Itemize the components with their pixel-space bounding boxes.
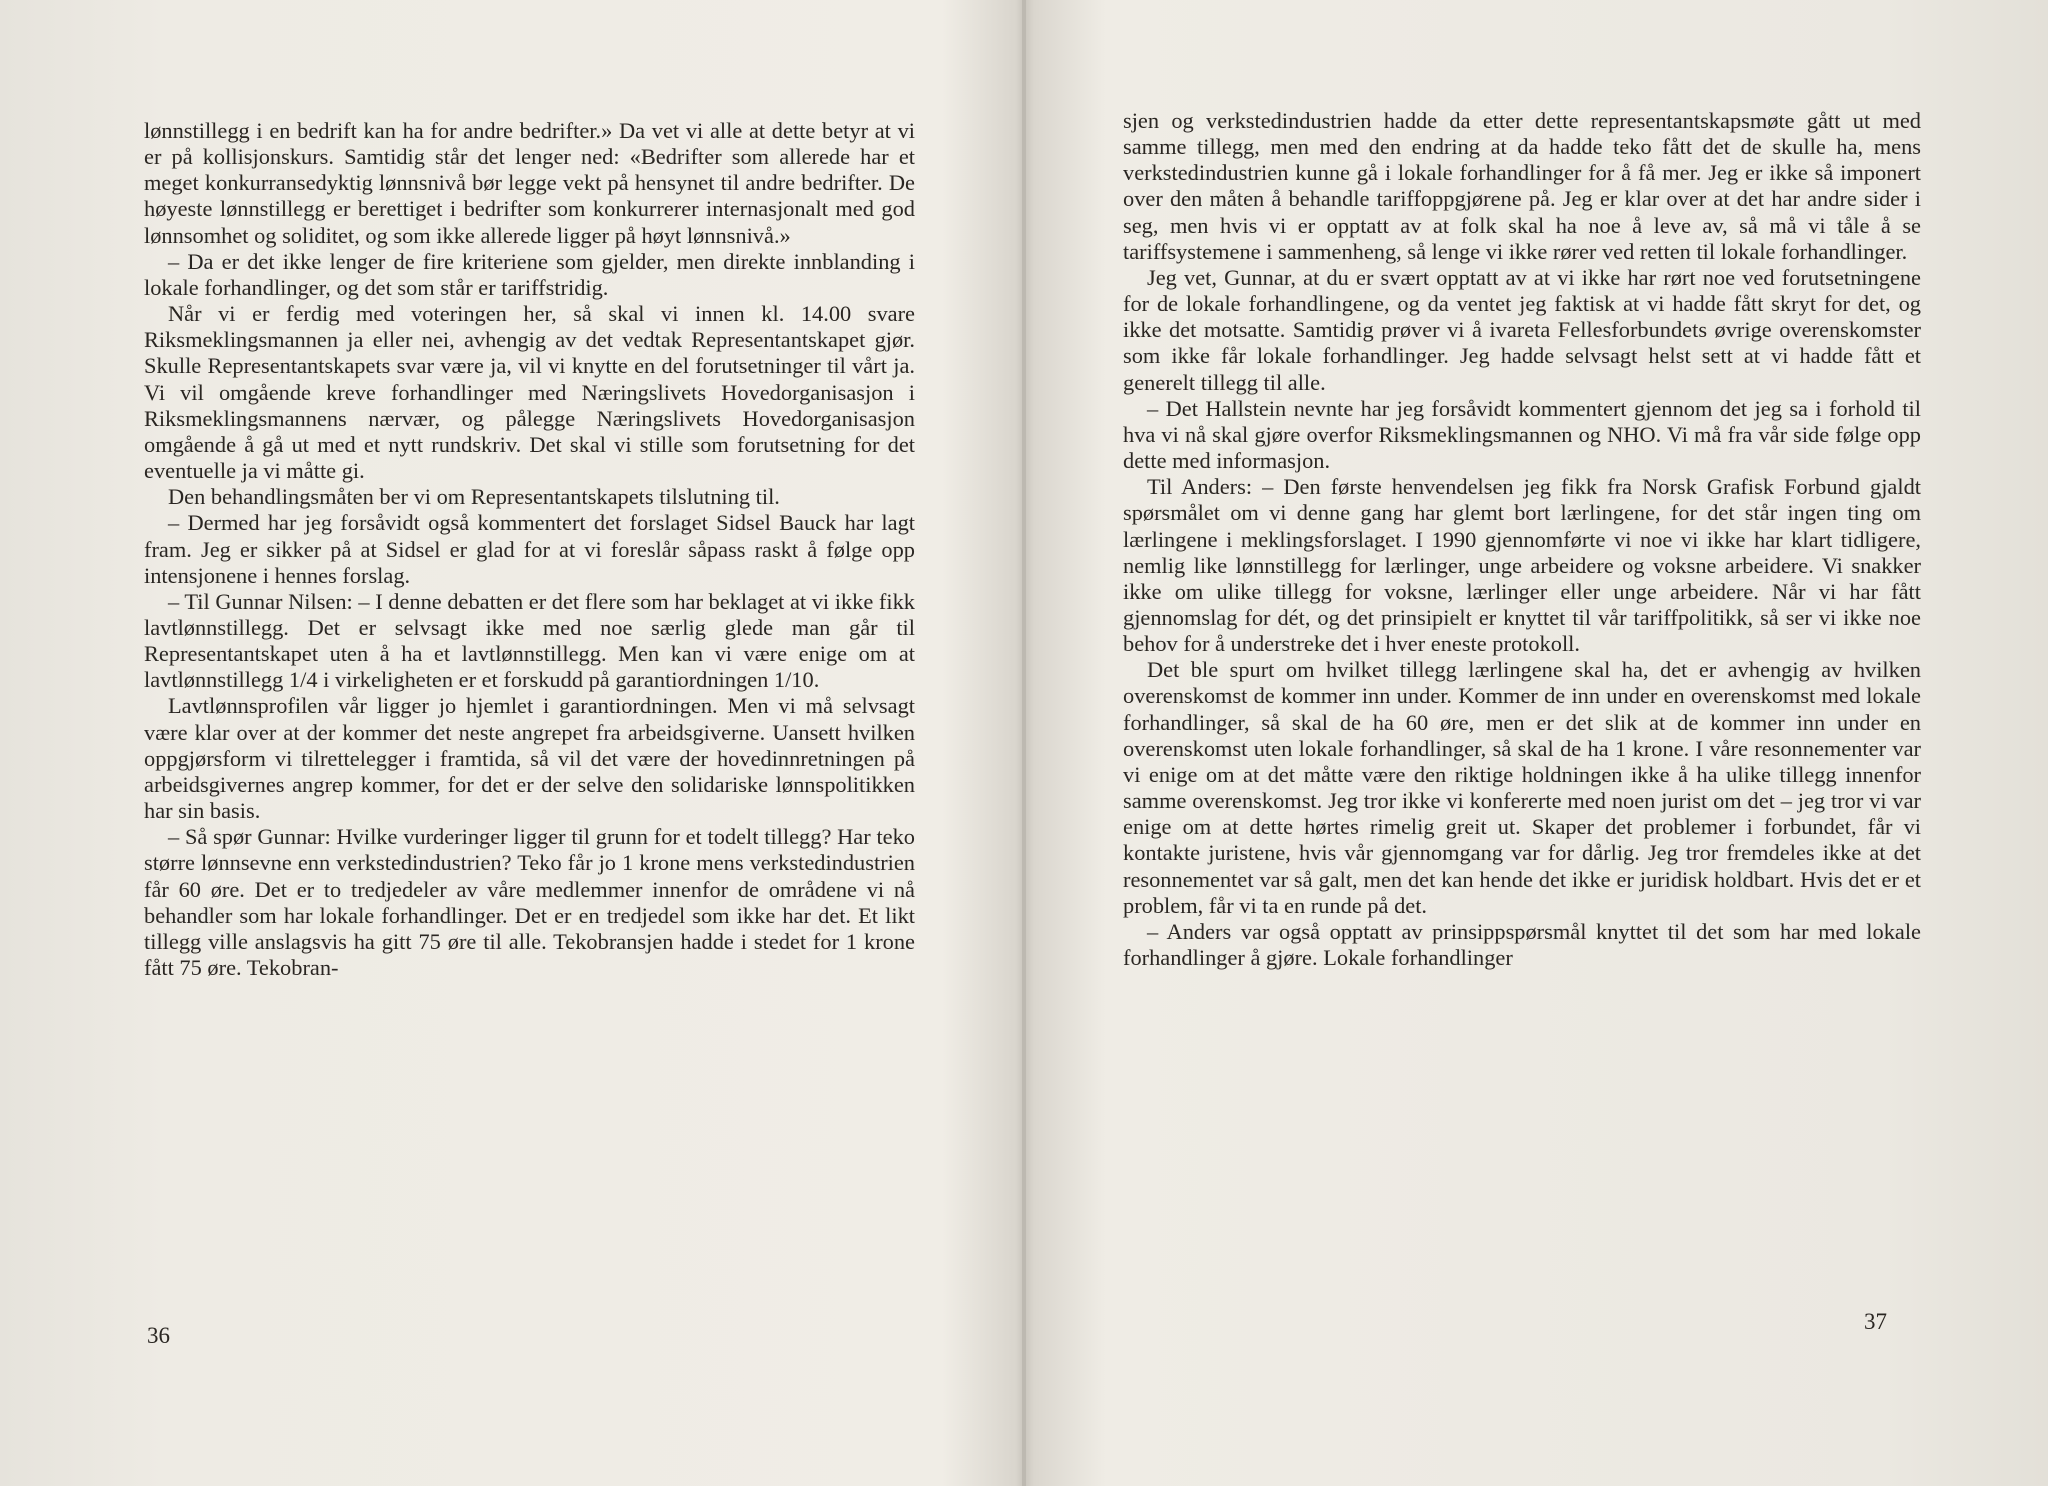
paragraph: lønnstillegg i en bedrift kan ha for andre bedrifter.» Da vet vi alle at dette betyr at vi er på kollisjonskurs. Samtidig står det lenger ned: «Bedrifter som allerede har et meget konkurransedyktig lønnsnivå bør legge vekt på hensynet til andre bedrifter. De høyeste lønnstillegg er berettiget i bedrifter som konkurrerer internasjonalt med god lønnsomhet og soliditet, og som ikke allerede ligger på høyt lønnsnivå.» bbox=[144, 118, 915, 248]
paragraph: – Dermed har jeg forsåvidt også kommentert det forslaget Sidsel Bauck har lagt fram. Jeg er sikker på at Sidsel er glad for at vi foreslår såpass raskt å følge opp intensjonene i hennes forslag. bbox=[144, 510, 915, 588]
right-page bbox=[1025, 0, 2048, 1486]
paragraph: Til Anders: – Den første henvendelsen jeg fikk fra Norsk Grafisk Forbund gjaldt spørsmålet om vi denne gang har glemt bort lærlingene, for det står ingen ting om lærlingene i meklingsforslaget. I 1990 gjennomførte vi noe vi ikke har klart tidligere, nemlig like lønnstillegg for lærlinger, unge arbeidere og voksne arbeidere. Vi snakker ikke om ulike tillegg for voksne, lærlinger eller unge arbeidere. Når vi har fått gjennomslag for dét, og det prinsipielt er knyttet til vår tariffpolitikk, så ser vi ikke noe behov for å understreke det i hver eneste protokoll. bbox=[1123, 474, 1921, 657]
paragraph: Den behandlingsmåten ber vi om Representantskapets tilslutning til. bbox=[168, 484, 780, 510]
page-number: 36 bbox=[147, 1323, 170, 1348]
page-number: 37 bbox=[1864, 1309, 1887, 1334]
paragraph: – Da er det ikke lenger de fire kriteriene som gjelder, men direkte innblanding i lokale forhandlinger, og det som står er tariffstridig. bbox=[144, 248, 915, 300]
right-page-text bbox=[1123, 108, 1921, 971]
paragraph: – Det Hallstein nevnte har jeg forsåvidt kommentert gjennom det jeg sa i forhold til hva vi nå skal gjøre overfor Riksmeklingsmannen og NHO. Vi må fra vår side følge opp dette med informasjon. bbox=[1123, 395, 1921, 474]
paragraph: Lavtlønnsprofilen vår ligger jo hjemlet i garantiordningen. Men vi må selvsagt være klar over at der kommer det neste angrepet fra arbeidsgiverne. Uansett hvilken oppgjørsform vi tilrettelegger i framtida, så vil det være der hovedinnretningen på arbeidsgivernes angrep kommer, for det er der selve den solidariske lønnspolitikken har sin basis. bbox=[144, 693, 915, 824]
paragraph: sjen og verkstedindustrien hadde da etter dette representantskapsmøte gått ut med samme tillegg, men med den endring at da hadde teko fått det de skulle ha, mens verkstedindustrien kunne gå i lokale forhandlinger for å få mer. Jeg er ikke så imponert over den måten å behandle tariffoppgjørene på. Jeg er klar over at det har andre sider i seg, men hvis vi er opptatt av at folk skal ha noe å leve av, så må vi tåle å se tariffsystemene i sammenheng, så lenge vi ikke rører ved retten til lokale forhandlinger. bbox=[1123, 108, 1921, 264]
paragraph: Jeg vet, Gunnar, at du er svært opptatt av at vi ikke har rørt noe ved forutsetningene for de lokale forhandlingene, og da ventet jeg faktisk at vi hadde fått skryt for det, og ikke det motsatte. Samtidig prøver vi å ivareta Fellesforbundets øvrige overenskomster som ikke får lokale forhandlinger. Jeg hadde selvsagt helst sett at vi hadde fått et generelt tillegg til alle. bbox=[1123, 264, 1921, 395]
paragraph: – Anders var også opptatt av prinsippspørsmål knyttet til det som har med lokale forhandlinger å gjøre. Lokale forhandlinger bbox=[1123, 918, 1921, 970]
paragraph: Når vi er ferdig med voteringen her, så skal vi innen kl. 14.00 svare Riksmeklingsmannen ja eller nei, avhengig av det vedtak Representantskapet gjør. Skulle Representantskapets svar være ja, vil vi knytte en del forutsetninger til vårt ja. Vi vil omgående kreve forhandlinger med Næringslivets Hovedorganisasjon i Riksmeklingsmannens nærvær, og pålegge Næringslivets Hovedorganisasjon omgående å gå ut med et nytt rundskriv. Det skal vi stille som forutsetning for det eventuelle ja vi måtte gi. bbox=[144, 301, 915, 484]
paragraph: – Så spør Gunnar: Hvilke vurderinger ligger til grunn for et todelt tillegg? Har teko større lønnsevne enn verkstedindustrien? Teko får jo 1 krone mens verkstedindustrien får 60 øre. Det er to tredjedeler av våre medlemmer innenfor de områdene vi nå behandler som har lokale forhandlinger. Det er en tredjedel som ikke har det. Et likt tillegg ville anslagsvis ha gitt 75 øre til alle. Tekobransjen hadde i stedet for 1 krone fått 75 øre. Tekobran- bbox=[144, 824, 915, 980]
paragraph: – Til Gunnar Nilsen: – I denne debatten er det flere som har beklaget at vi ikke fikk lavtlønnstillegg. Det er selvsagt ikke med noe særlig glede man går til Representantskapet uten å ha et lavtlønnstillegg. Men kan vi være enige om at lavtlønnstillegg 1/4 i virkeligheten er et forskudd på garantiordningen 1/10. bbox=[144, 588, 915, 693]
left-page bbox=[0, 0, 1023, 1486]
paragraph: Det ble spurt om hvilket tillegg lærlingene skal ha, det er avhengig av hvilken overenskomst de kommer inn under. Kommer de inn under en overenskomst med lokale forhandlinger, så skal de ha 60 øre, men er det slik at de kommer inn under en overenskomst uten lokale forhandlinger, så skal de ha 1 krone. I våre resonnementer var vi enige om at det måtte være den riktige holdningen ikke å ha ulike tillegg innenfor samme overenskomst. Jeg tror ikke vi konfererte med noen jurist om det – jeg tror vi var enige om at dette hørtes rimelig greit ut. Skaper det problemer i forbundet, får vi kontakte juristene, hvis vår gjennomgang var for dårlig. Jeg tror fremdeles ikke at det resonnementet var så galt, men det kan hende det ikke er juridisk holdbart. Hvis det er et problem, får vi ta en runde på det. bbox=[1123, 657, 1921, 918]
left-page-text bbox=[144, 118, 915, 981]
